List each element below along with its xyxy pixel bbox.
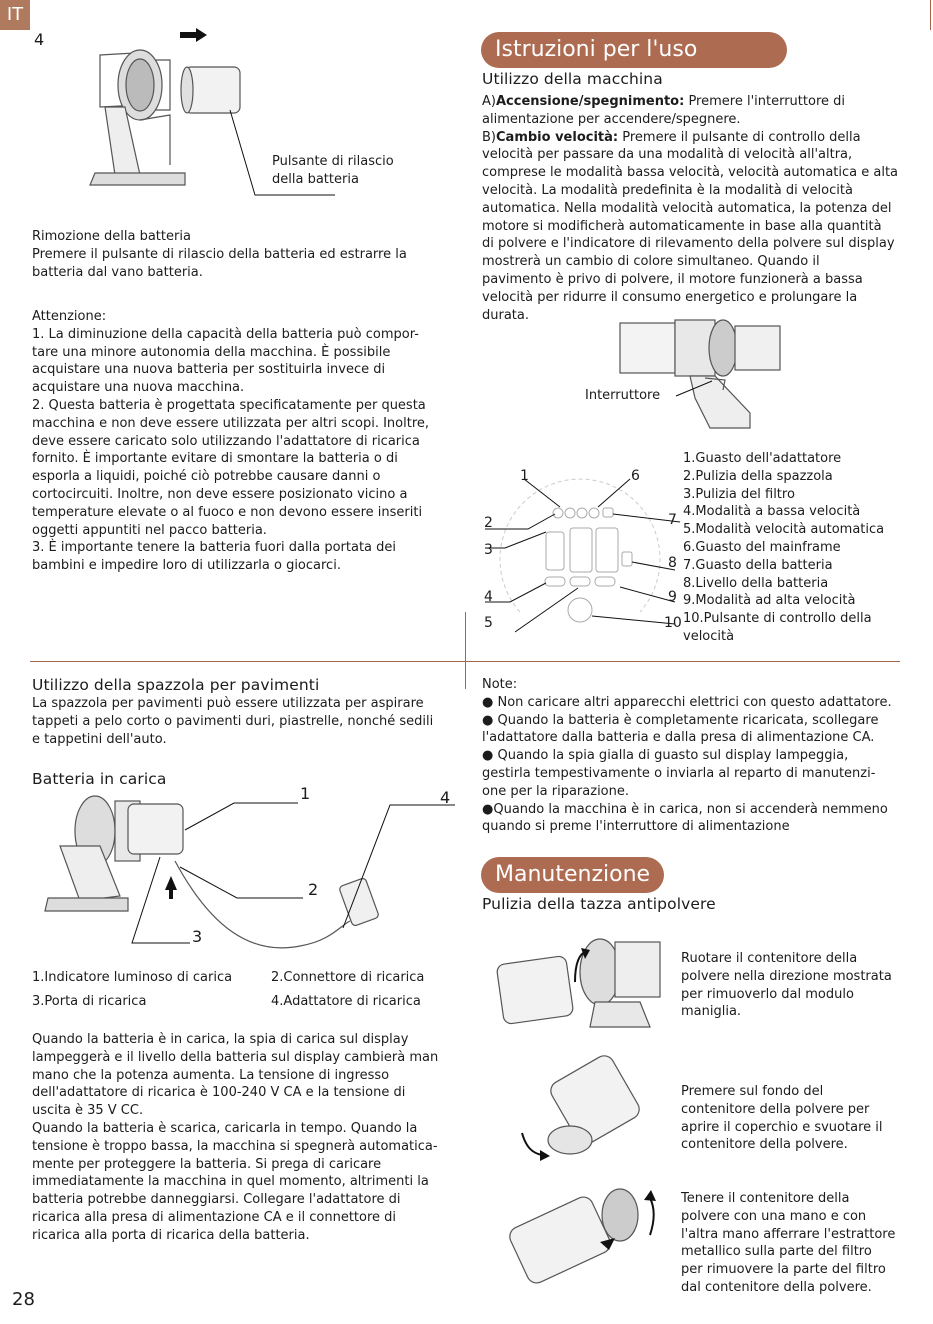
attention-line: 3. È importante tenere la batteria fuori dalla portata dei [32,540,397,556]
charging-callout-1: 1 [300,784,311,803]
attention-line: acquistare una nuova macchina. [32,380,245,396]
step-number: 4 [34,30,45,49]
attention-line: esporla a liquidi, poiché ciò potrebbe causare danni o [32,469,381,485]
charging-legend-1: 1.Indicatore luminoso di carica [32,970,233,985]
attention-line: fornito. È importante evitare di smontare la batteria o di [32,451,398,467]
dust-cup-cleaning-subtitle: Pulizia della tazza antipolvere [482,895,716,913]
section-title-maintenance: Manutenzione [481,857,664,893]
display-callout-8: 8 [668,555,677,571]
dust-cup-empty-illustration [510,1055,660,1165]
maintenance-step-1: Ruotare il contenitore della polvere nella direzione mostrata per rimuoverlo dal modulo maniglia. [681,951,892,1020]
display-callout-5: 5 [484,615,493,631]
machine-usage-subtitle: Utilizzo della macchina [482,70,663,88]
display-callout-1: 1 [520,468,529,484]
page-number: 28 [12,1289,35,1310]
attention-line: oggetti appuntiti nel pacco batteria. [32,522,267,538]
display-callout-6: 6 [631,468,640,484]
attention-line: tare una minore autonomia della macchina. È possibile [32,344,391,360]
attention-line: deve essere caricato solo utilizzando l'adattatore di ricarica [32,433,420,449]
section-title-usage: Istruzioni per l'uso [481,32,787,68]
attention-line: 2. Questa batteria è progettata specificatamente per questa [32,397,426,413]
display-callout-4: 4 [484,589,493,605]
attention-line: temperature elevate o al fuoco e non devono essere inseriti [32,504,423,520]
language-tag: IT [0,0,30,30]
usage-text: A)Accensione/spegnimento: Premere l'interruttore di alimentazione per accendere/spegnere. B)Cambio velocità: Premere il pulsante di controllo della velocità per passare da una modalità di velocità all'altra, comprese le modalità bassa velocità, velocità automatica e alta velocità. La modalità predefinita è la modalità di velocità automatica. Nella modalità velocità automatica, la potenza del motore si modificherà automaticamente in base alla quantità di polvere e l'indicatore di rilevamento della polvere sul display mostrerà un cambio di colore simultaneo. Quando il pavimento è privo di polvere, il motore funzionerà a bassa velocità per ridurre il consumo energetico e prolungare la durata. [482,94,899,323]
charging-legend-2: 2.Connettore di ricarica [271,970,425,985]
maintenance-step-3: Tenere il contenitore della polvere con una mano e con l'altra mano afferrare l'estrattore metallico sulla parte del filtro per rimuovere la parte del filtro dal contenitore della polvere. [681,1191,896,1295]
charging-legend-4: 4.Adattatore di ricarica [271,994,421,1009]
attention-line: acquistare una nuova batteria per sostituirla invece di [32,362,386,378]
switch-label: Interruttore [585,388,661,403]
attention-line: 1. La diminuzione della capacità della batteria può compor- [32,326,419,342]
attention-title: Attenzione: [32,309,107,324]
battery-release-label: Pulsante di rilascio della batteria [272,154,394,187]
charging-text: Quando la batteria è in carica, la spia di carica sul display lampeggerà e il livello della batteria sul display cambierà man mano che la potenza aumenta. La tensione di ingresso dell'adattatore di ricarica è 100-240 V CA e la tensione di uscita è 35 V CC. Quando la batteria è scarica, caricarla in tempo. Quando la tensione è troppo bassa, la macchina si spegnerà automatica- mente per proteggere la batteria. Si prega di caricare immediatamente la macchina in quel momento, altrimenti la batteria potrebbe danneggiarsi. Collegare l'adattatore di ricarica alla presa di alimentazione CA e il connettore di ricarica alla porta di ricarica della batteria. [32,1032,439,1243]
speed-change-label: Cambio velocità: [496,129,619,145]
charging-legend-3: 3.Porta di ricarica [32,994,147,1009]
attention-line: cortocircuiti. Inoltre, non deve essere posizionato vicino a [32,486,408,502]
dust-cup-rotate-illustration [490,932,670,1032]
display-callout-2: 2 [484,515,493,531]
power-onoff-label: Accensione/spegnimento: [495,94,685,109]
filter-removal-illustration [505,1180,670,1290]
notes-section: Note: ● Non caricare altri apparecchi elettrici con questo adattatore. ● Quando la batteria è completamente ricaricata, scollegare l'adattatore dalla batteria e dalla presa di alimentazione CA. ● Quando la spia gialla di guasto sul display lampeggia, gestirla tempestivamente o inviarla al reparto di manutenzi- one per la riparazione. ●Quando la macchina è in carica, non si accenderà nemmeno quando si preme l'interruttore di alimentazione [482,676,912,836]
battery-removal-line: Premere il pulsante di rilascio della batteria ed estrarre la [32,246,407,262]
charging-callout-4: 4 [440,788,451,807]
display-callout-10: 10 [664,615,682,631]
display-callout-7: 7 [668,512,677,528]
floor-brush-title: Utilizzo della spazzola per pavimenti [32,676,320,694]
battery-removal-line: batteria dal vano batteria. [32,264,203,280]
notes-title: Note: [482,677,518,692]
display-legend: 1.Guasto dell'adattatore 2.Pulizia della spazzola 3.Pulizia del filtro 4.Modalità a bassa velocità 5.Modalità velocità automatica 6.Guasto del mainframe 7.Guasto della batteria 8.Livello della batteria 9.Modalità ad alta velocità 10.Pulsante di controllo della velocità [683,451,885,644]
attention-line: bambini e impedire loro di utilizzarla o giocarci. [32,558,341,574]
display-callout-3: 3 [484,542,493,558]
battery-removal-title: Rimozione della batteria [32,229,191,244]
battery-charging-title: Batteria in carica [32,770,167,788]
charging-callout-3: 3 [192,927,203,946]
charging-callout-2: 2 [308,880,319,899]
floor-brush-text: La spazzola per pavimenti può essere utilizzata per aspirare tappeti a pelo corto o pavimenti duri, piastrelle, nonché sedili e tappetini dell'auto. [32,696,434,747]
display-callout-9: 9 [668,589,677,605]
attention-line: macchina e non deve essere utilizzata per altri scopi. Inoltre, [32,415,430,431]
maintenance-step-2: Premere sul fondo del contenitore della polvere per aprire il coperchio e svuotare il contenitore della polvere. [681,1084,883,1153]
